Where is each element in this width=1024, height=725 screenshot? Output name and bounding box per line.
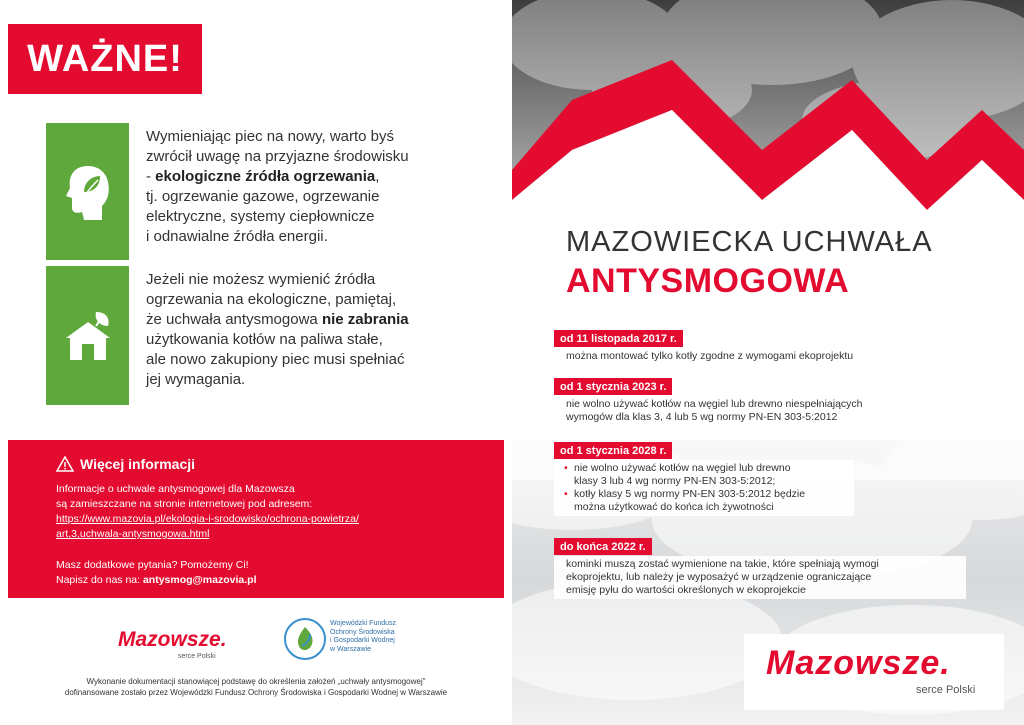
- questions-block: [56, 558, 257, 588]
- wfosigw-logo-icon: [284, 618, 326, 660]
- mazovia-link[interactable]: https://www.mazovia.pl/ekologia-i-srodowisko/ochrona-powietrza/: [56, 513, 359, 525]
- text-line: ale nowo zakupiony piec musi spełniać: [146, 351, 405, 368]
- text-line: ekoprojektu, lub należy je wyposażyć w urządzenie ograniczające: [566, 571, 872, 583]
- text-line: ogrzewania na ekologiczne, pamiętaj,: [146, 291, 397, 308]
- bullet-list: [566, 462, 848, 514]
- eco-heating-paragraph: [146, 127, 466, 247]
- more-info-title: [56, 456, 195, 472]
- mazovia-link-cont[interactable]: art,3,uchwala-antysmogowa.html: [56, 528, 210, 540]
- text-line: Jeżeli nie możesz wymienić źródła: [146, 271, 376, 288]
- text-span: można użytkować do końca ich żywotności: [574, 501, 774, 513]
- text-line: Informacje o uchwale antysmogowej dla Mazowsza: [56, 483, 295, 495]
- text-line: i Gospodarki Wodnej: [330, 637, 395, 644]
- rule-text: [554, 348, 934, 365]
- rule-text: [554, 396, 934, 426]
- rule-text: [554, 460, 854, 516]
- rule-text: [554, 556, 966, 599]
- eco-head-icon-box: [46, 123, 129, 260]
- text-line: wymogów dla klas 3, 4 lub 5 wg normy PN-EN 303-5:2012: [566, 411, 838, 423]
- text-span: klasy 3 lub 4 wg normy PN-EN 303-5:2012;: [574, 475, 776, 487]
- eco-house-icon: [62, 308, 114, 364]
- text-line: zwrócił uwagę na przyjazne środowisku: [146, 148, 409, 165]
- text-line: nie wolno używać kotłów na węgiel lub drewno niespełniających: [566, 398, 863, 410]
- eco-house-icon-box: [46, 266, 129, 405]
- bold-text: nie zabrania: [321, 311, 409, 328]
- text-span: Napisz do nas na:: [56, 574, 143, 586]
- text-line: [146, 167, 466, 187]
- date-tag: od 1 stycznia 2023 r.: [554, 378, 672, 395]
- title-line-2: ANTYSMOGOWA: [566, 262, 850, 300]
- more-info-title-text: Więcej informacji: [80, 456, 196, 472]
- more-info-box: [8, 440, 504, 598]
- text-line: są zamieszczane na stronie internetowej pod adresem:: [56, 498, 313, 510]
- important-banner: [8, 24, 202, 94]
- text-line: dofinansowane zostało przez Wojewódzki Fundusz Ochrony Środowiska i Gospodarki Wodnej w Warszawie: [64, 688, 448, 697]
- warning-icon: [56, 456, 74, 472]
- text-span: nie wolno używać kotłów na węgiel lub drewno: [574, 462, 791, 474]
- footer-note: [40, 676, 472, 698]
- text-line: można montować tylko kotły zgodne z wymogami ekoprojektu: [566, 350, 854, 362]
- mazowsze-logo: Mazowsze.: [118, 628, 227, 651]
- text-line: [56, 573, 257, 588]
- more-info-body: [56, 482, 496, 542]
- text-line: użytkowania kotłów na paliwa stałe,: [146, 331, 383, 348]
- text-line: emisję pyłu do wartości określonych w ekoprojekcie: [566, 584, 806, 596]
- mazowsze-logo-sub: serce Polski: [916, 684, 976, 696]
- eco-head-icon: [64, 162, 112, 222]
- email-link[interactable]: antysmog@mazovia.pl: [142, 574, 257, 586]
- date-tag: od 1 stycznia 2028 r.: [554, 442, 672, 459]
- bold-text: ekologiczne źródła ogrzewania: [155, 168, 376, 185]
- text-span: że uchwała antysmogowa: [146, 311, 322, 328]
- mazowsze-logo-sub: serce Polski: [178, 653, 216, 660]
- text-line: Masz dodatkowe pytania? Pomożemy Ci!: [56, 559, 249, 571]
- text-line: Wojewódzki Fundusz: [330, 620, 397, 627]
- text-line: Wymieniając piec na nowy, warto byś: [146, 128, 395, 145]
- title-line-1: MAZOWIECKA UCHWAŁA: [566, 226, 933, 258]
- text-line: i odnawialne źródła energii.: [146, 228, 328, 245]
- text-span: -: [146, 168, 156, 185]
- wfosigw-logo-text: [330, 620, 396, 654]
- text-line: [146, 310, 466, 330]
- text-line: elektryczne, systemy ciepłownicze: [146, 208, 375, 225]
- date-tag: do końca 2022 r.: [554, 538, 652, 555]
- text-line: w Warszawie: [330, 645, 371, 653]
- list-item: [566, 462, 848, 488]
- leaf-drop-icon: [290, 624, 320, 654]
- not-forbidden-paragraph: [146, 270, 466, 390]
- text-span: kotły klasy 5 wg normy PN-EN 303-5:2012 będzie: [574, 488, 806, 500]
- list-item: [566, 488, 848, 514]
- mazowsze-logo: Mazowsze.: [766, 644, 951, 682]
- text-span: ,: [375, 168, 380, 185]
- date-tag: od 11 listopada 2017 r.: [554, 330, 683, 347]
- important-label: WAŻNE!: [27, 37, 183, 80]
- text-line: tj. ogrzewanie gazowe, ogrzewanie: [146, 188, 380, 205]
- text-line: jej wymagania.: [146, 371, 246, 388]
- text-line: Ochrony Środowiska: [330, 628, 395, 636]
- mazowsze-logo-box: [744, 634, 1004, 710]
- text-line: Wykonanie dokumentacji stanowiącej podstawę do określenia założeń „uchwały antysmogowej": [86, 677, 426, 686]
- right-page: [512, 0, 1024, 725]
- text-line: kominki muszą zostać wymienione na takie, które spełniają wymogi: [566, 558, 879, 570]
